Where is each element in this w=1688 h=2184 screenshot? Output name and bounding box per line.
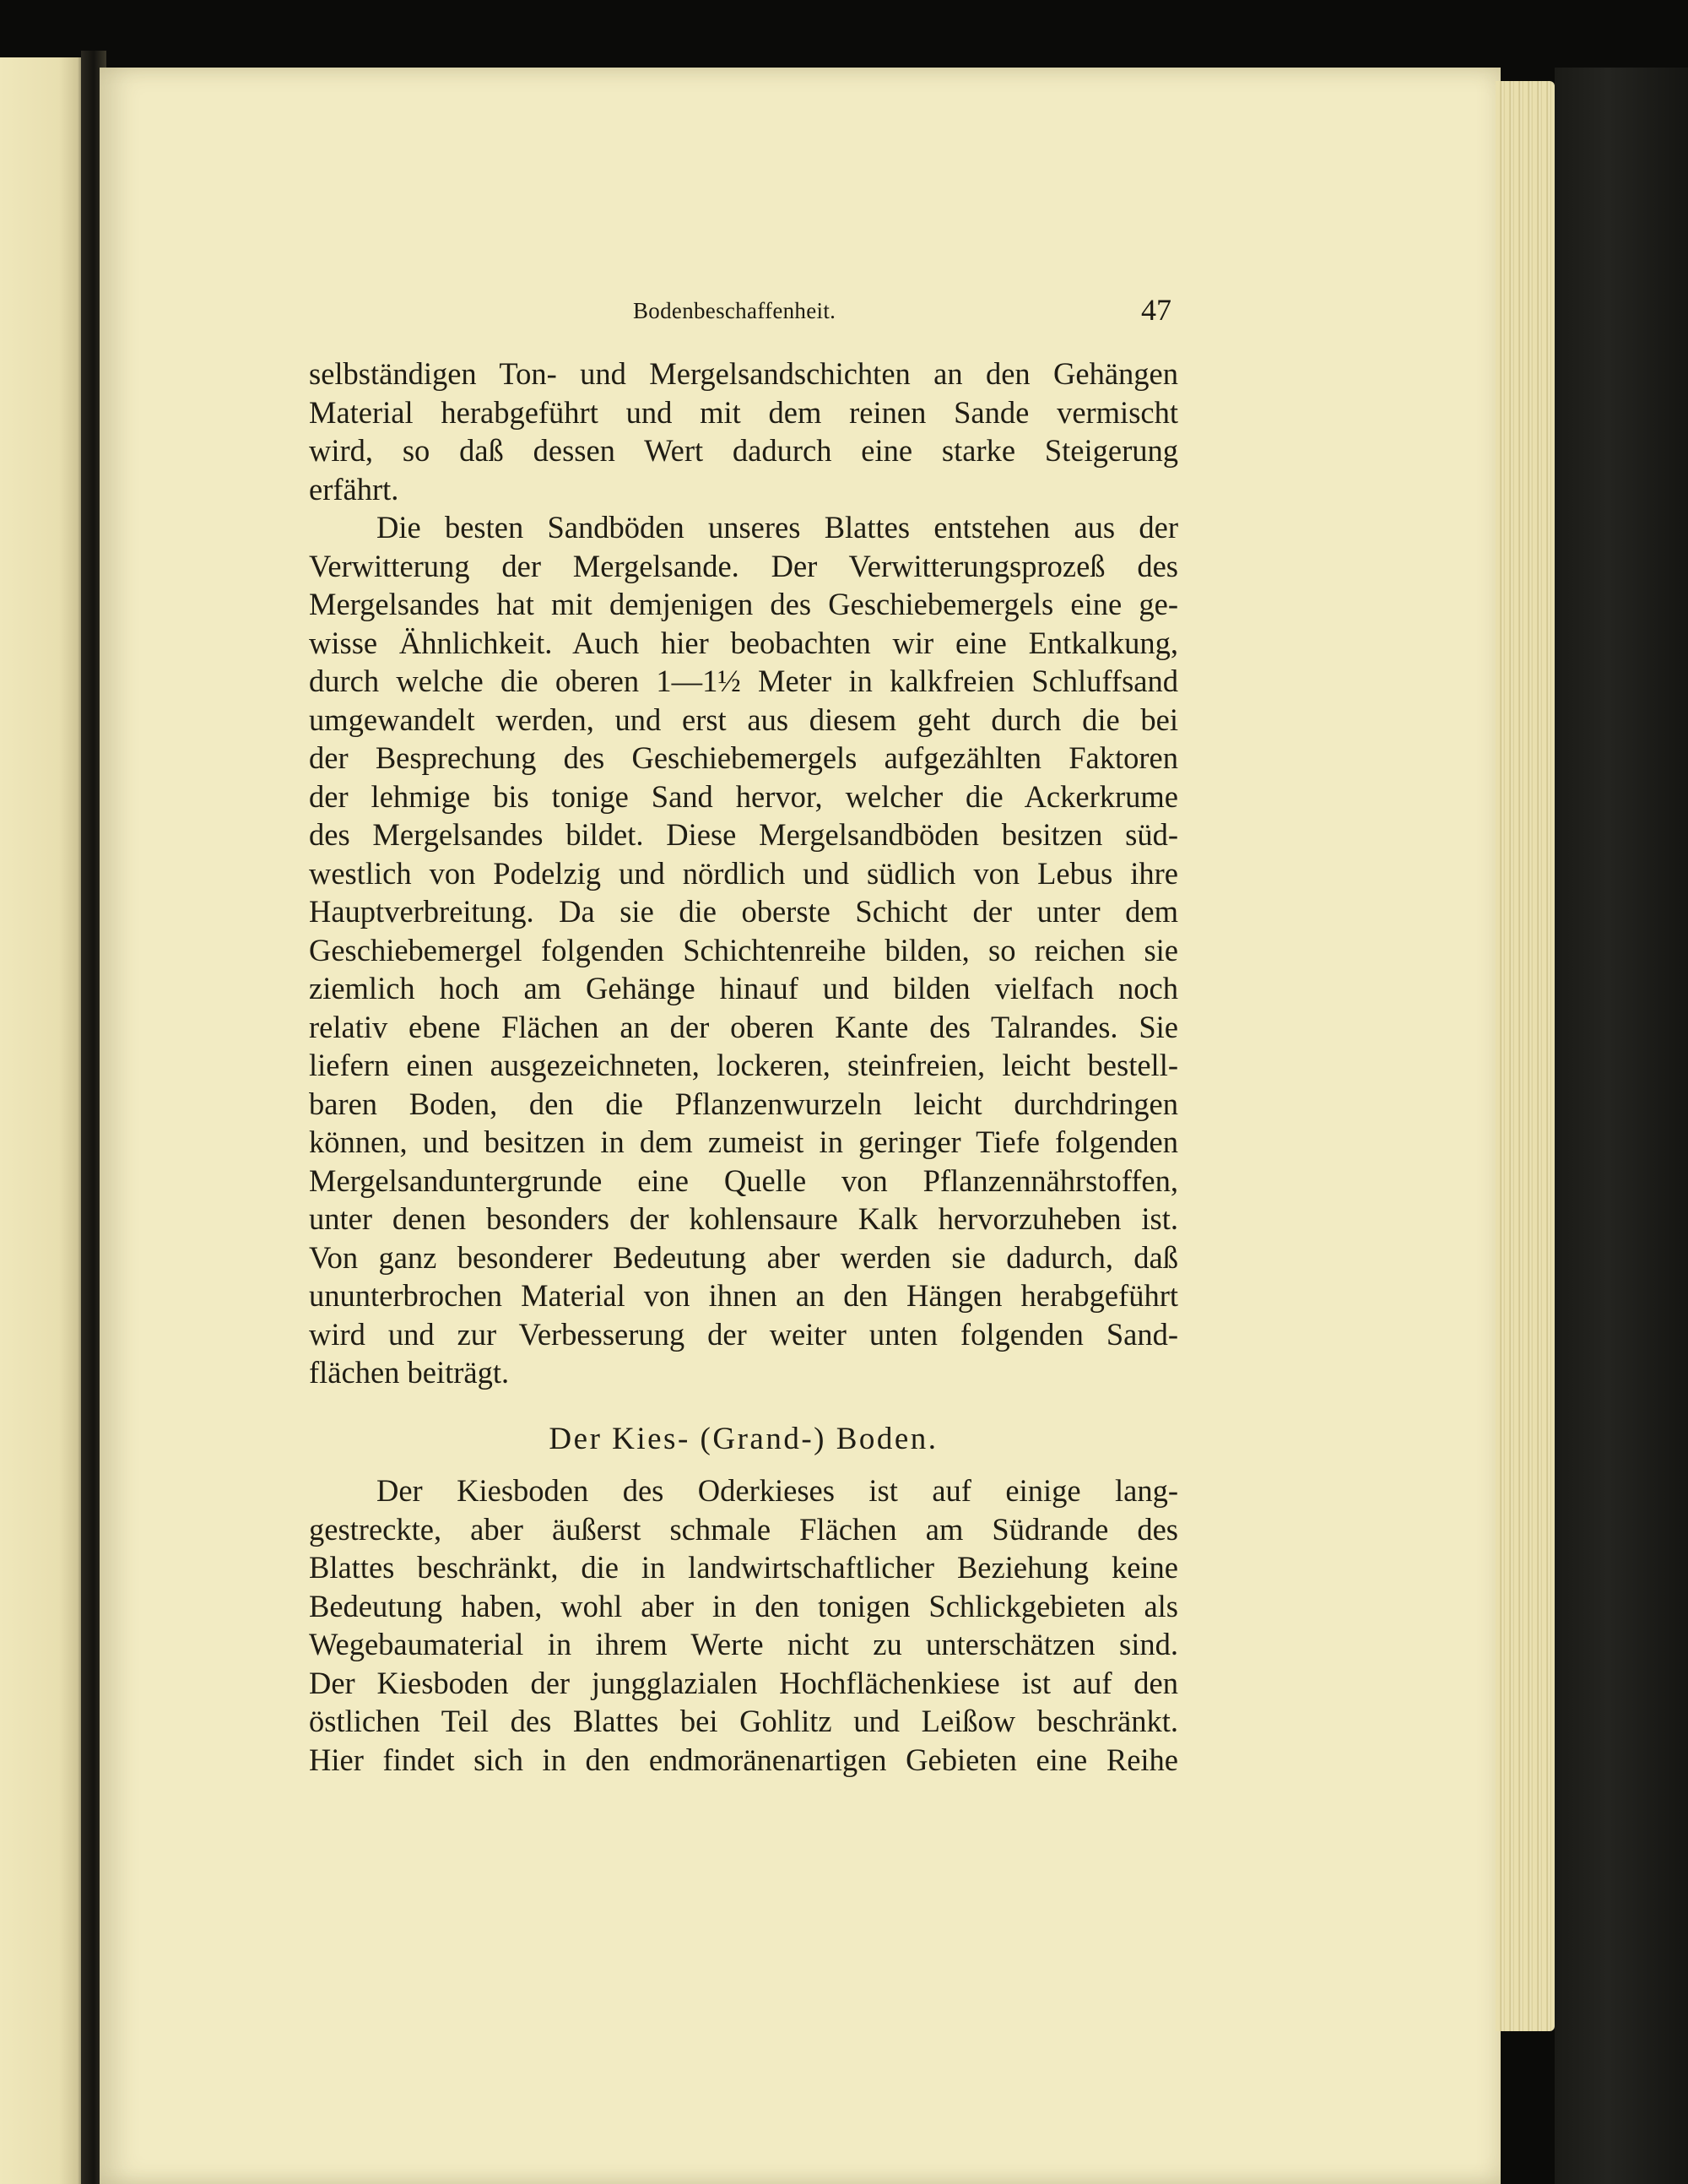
- text-line: Bedeutung haben, wohl aber in den tonigen Schlickgebieten als: [309, 1588, 1178, 1623]
- text-line: wird, so daß dessen Wert dadurch eine starke Steigerung: [309, 433, 1178, 468]
- text-line: östlichen Teil des Blattes bei Gohlitz und Leißow beschränkt.: [309, 1704, 1178, 1738]
- text-line: Mergelsanduntergrunde eine Quelle von Pflanzennährstoffen,: [309, 1162, 1178, 1198]
- text-line: der lehmige bis tonige Sand hervor, welcher die Ackerkrume: [309, 778, 1178, 814]
- text-line: Der Kiesboden des Oderkieses ist auf einige lang-: [376, 1473, 1178, 1508]
- text-line: Hauptverbreitung. Da sie die oberste Schicht der unter dem: [309, 894, 1178, 929]
- text-line: Geschiebemergel folgenden Schichtenreihe bilden, so reichen sie: [309, 932, 1178, 967]
- text-line: Der Kiesboden der jungglazialen Hochflächenkiese ist auf den: [309, 1665, 1178, 1700]
- text-line: Blattes beschränkt, die in landwirtschaftlicher Beziehung keine: [309, 1550, 1178, 1585]
- text-line: Verwitterung der Mergelsande. Der Verwitterungsprozeß des: [309, 548, 1178, 583]
- section-heading: Der Kies- (Grand-) Boden.: [549, 1422, 939, 1456]
- text-line: relativ ebene Flächen an der oberen Kante des Talrandes. Sie: [309, 1009, 1178, 1044]
- text-line: liefern einen ausgezeichneten, lockeren, steinfreien, leicht bestell-: [309, 1048, 1178, 1082]
- page-number: 47: [1141, 293, 1171, 327]
- text-line: selbständigen Ton- und Mergelsandschichten an den Gehängen: [309, 356, 1178, 391]
- text-line: Material herabgeführt und mit dem reinen Sande vermischt: [309, 394, 1178, 430]
- text-line: wird und zur Verbesserung der weiter unten folgenden Sand-: [309, 1316, 1178, 1352]
- text-line: umgewandelt werden, und erst aus diesem geht durch die bei: [309, 702, 1178, 737]
- text-line: erfährt.: [309, 471, 399, 507]
- book-cover: [1555, 68, 1688, 2184]
- text-line: können, und besitzen in dem zumeist in geringer Tiefe folgenden: [309, 1125, 1178, 1159]
- text-line: Die besten Sandböden unseres Blattes entstehen aus der: [376, 510, 1178, 545]
- body-text-upper: [309, 355, 1178, 1392]
- body-text-lower: [309, 1471, 1178, 1779]
- running-head: Bodenbeschaffenheit.: [633, 298, 836, 323]
- text-line: flächen beiträgt.: [309, 1355, 510, 1390]
- text-line: gestreckte, aber äußerst schmale Flächen am Südrande des: [309, 1511, 1178, 1547]
- text-line: des Mergelsandes bildet. Diese Mergelsandböden besitzen süd-: [309, 817, 1178, 852]
- text-line: westlich von Podelzig und nördlich und südlich von Lebus ihre: [309, 855, 1178, 891]
- previous-page-edge: [0, 57, 84, 2184]
- text-line: baren Boden, den die Pflanzenwurzeln leicht durchdringen: [309, 1086, 1178, 1121]
- text-line: Von ganz besonderer Bedeutung aber werden sie dadurch, daß: [309, 1239, 1178, 1275]
- text-line: ziemlich hoch am Gehänge hinauf und bilden vielfach noch: [309, 971, 1178, 1005]
- text-line: unter denen besonders der kohlensaure Kalk hervorzuheben ist.: [309, 1201, 1178, 1236]
- text-line: ununterbrochen Material von ihnen an den Hängen herabgeführt: [309, 1278, 1178, 1313]
- text-line: durch welche die oberen 1—1½ Meter in kalkfreien Schluffsand: [309, 664, 1178, 698]
- text-line: Mergelsandes hat mit demjenigen des Geschiebemergels eine ge-: [309, 587, 1178, 621]
- text-line: wisse Ähnlichkeit. Auch hier beobachten wir eine Entkalkung,: [309, 625, 1178, 660]
- text-line: der Besprechung des Geschiebemergels aufgezählten Faktoren: [309, 740, 1178, 775]
- text-line: Hier findet sich in den endmoränenartigen Gebieten eine Reihe: [309, 1742, 1178, 1777]
- text-line: Wegebaumaterial in ihrem Werte nicht zu unterschätzen sind.: [309, 1627, 1178, 1661]
- page-fore-edge: [1496, 81, 1555, 2031]
